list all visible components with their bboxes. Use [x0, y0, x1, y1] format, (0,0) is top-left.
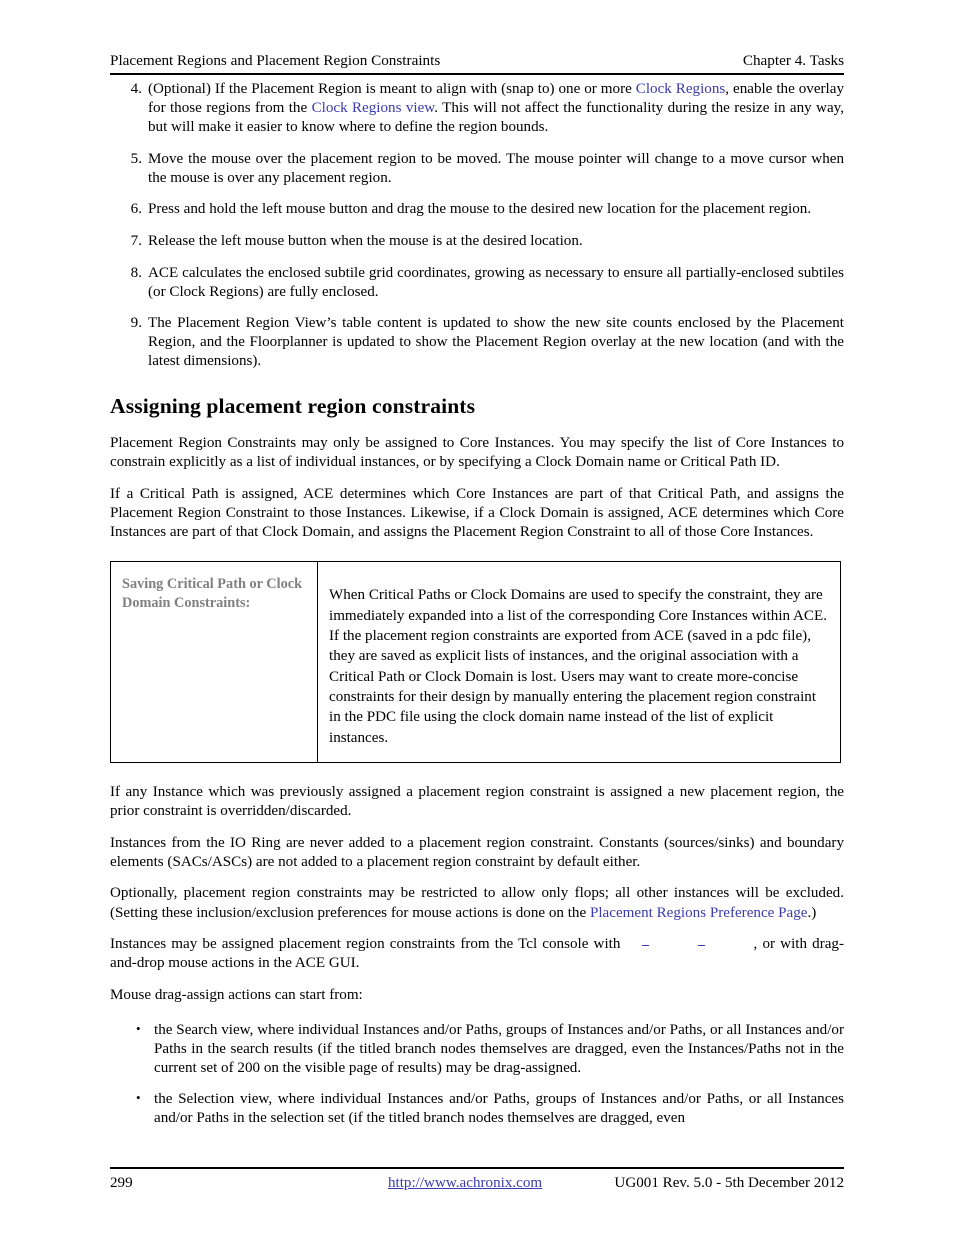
paragraph-run: Optionally, placement region constraints may be restricted to allow only flops; all other instances will be excluded. (Setting these inclusion/exclusion preferences for mouse actions is done on the: [110, 885, 844, 921]
link-clock-regions-view[interactable]: Clock Regions view: [311, 100, 435, 117]
body-paragraph: Mouse drag-assign actions can start from:: [110, 986, 363, 1003]
link-placement-regions-preference-page[interactable]: Placement Regions Preference Page: [589, 904, 808, 921]
step-text: Release the left mouse button when the mouse is at the desired location.: [148, 232, 583, 249]
list-item: [110, 1021, 844, 1078]
body-paragraph: [110, 884, 844, 922]
step-text: [148, 80, 844, 137]
bullet-text: the Selection view, where individual Instances and/or Paths, groups of Instances and/or Paths, or all Instances and/or Paths in the selection set (if the titled branch nodes themselves are dragged, even: [154, 1091, 844, 1127]
page-number: 299: [110, 1175, 133, 1191]
link-clock-regions[interactable]: Clock Regions: [635, 81, 726, 97]
step-text: Press and hold the left mouse button and drag the mouse to the desired new location for the placement region.: [148, 201, 812, 218]
running-header-right: Chapter 4. Tasks: [742, 52, 844, 69]
drag-source-bullet-list: [110, 1021, 844, 1128]
footer-rule: [110, 1167, 844, 1169]
body-paragraph: [110, 935, 844, 973]
underscore-mark: [698, 945, 705, 946]
body-paragraph: If a Critical Path is assigned, ACE determines which Core Instances are part of that Critical Path, and assigns the Placement Region Constraint to those Instances. Likewise, if a Clock Domain is assigned, ACE determines which Core Instances are part of that Clock Domain, and assigns the Placement Region Constraint to all of those Core Instances.: [110, 485, 844, 541]
list-item: [110, 80, 844, 137]
step-text-run: . This will not affect the functionality during the resize in any way, but will make it easier to know where to define the region bounds.: [148, 100, 844, 136]
bullet-icon: •: [136, 1020, 141, 1036]
bullet-text: the Search view, where individual Instances and/or Paths, groups of Instances and/or Paths, or all Instances and/or Paths in the search results (if the titled branch nodes themselves are dragged, even the Instances/Paths not in the current set of 200 on the visible page of results) may be drag-assigned.: [154, 1021, 844, 1077]
running-header-left: Placement Regions and Placement Region Constraints: [110, 52, 441, 69]
list-item: [110, 264, 844, 302]
step-text-run: (Optional) If the Placement Region is meant to align with (snap to) one or more: [148, 81, 636, 97]
list-item: [110, 314, 844, 371]
paragraph-run: , or with drag-and-drop mouse actions in the ACE GUI.: [110, 936, 844, 972]
step-number: 5.: [130, 150, 142, 167]
step-number: 6.: [130, 201, 142, 218]
body-paragraph: Placement Region Constraints may only be assigned to Core Instances. You may specify the list of Core Instances to constrain explicitly as a list of individual instances, or by specifying a Clock Domain name or Critical Path ID.: [110, 435, 844, 471]
note-body: When Critical Paths or Clock Domains are used to specify the constraint, they are immediately expanded into a list of the corresponding Core Instances within ACE. If the placement region constraints are exported from ACE (saved in a pdc file), they are saved as explicit lists of instances, and the original association with a Critical Path or Clock Domain is lost. Users may want to create more-concise constraints for their design by manually entering the placement region constraint in the PDC file using the clock domain name instead of the list of explicit instances.: [329, 587, 827, 746]
step-text: Move the mouse over the placement region to be moved. The mouse pointer will change to a move cursor when the mouse is over any placement region.: [148, 150, 844, 186]
running-header: [110, 52, 844, 69]
step-number: 7.: [130, 232, 142, 249]
step-number: 4.: [130, 81, 142, 97]
step-text: ACE calculates the enclosed subtile grid coordinates, growing as necessary to ensure all partially-enclosed subtiles (or Clock Regions) are fully enclosed.: [148, 264, 844, 300]
link-achronix-website[interactable]: http://www.achronix.com: [388, 1175, 543, 1191]
step-text-run: , enable the overlay for those regions from the: [148, 81, 844, 117]
underscore-mark: [642, 945, 649, 946]
note-box: [110, 561, 841, 763]
list-item: [110, 150, 844, 188]
paragraph-run: Instances may be assigned placement region constraints from the Tcl console with: [110, 936, 626, 953]
section-heading: Assigning placement region constraints: [110, 394, 476, 419]
header-rule: [110, 73, 844, 75]
procedure-step-list: [110, 80, 844, 371]
page-content: [110, 80, 844, 1140]
note-label: Saving Critical Path or Clock Domain Constraints:: [111, 562, 318, 762]
list-item: [110, 1090, 844, 1128]
document-revision: UG001 Rev. 5.0 - 5th December 2012: [614, 1175, 844, 1191]
step-number: 8.: [130, 264, 142, 281]
list-item: [110, 200, 844, 219]
list-item: [110, 232, 844, 251]
document-page: [110, 0, 844, 1235]
bullet-icon: •: [136, 1090, 141, 1106]
body-paragraph: Instances from the IO Ring are never added to a placement region constraint. Constants (sources/sinks) and boundary elements (SACs/ASCs) are not added to a placement region constraint by default either.: [110, 834, 844, 870]
body-paragraph: If any Instance which was previously assigned a placement region constraint is assigned a new placement region, the prior constraint is overridden/discarded.: [110, 784, 844, 820]
step-number: 9.: [130, 315, 142, 332]
paragraph-run: .): [807, 904, 817, 921]
step-text: The Placement Region View’s table content is updated to show the new site counts enclosed by the Placement Region, and the Floorplanner is updated to show the Placement Region overlay at the new location (and with the latest dimensions).: [148, 315, 844, 370]
